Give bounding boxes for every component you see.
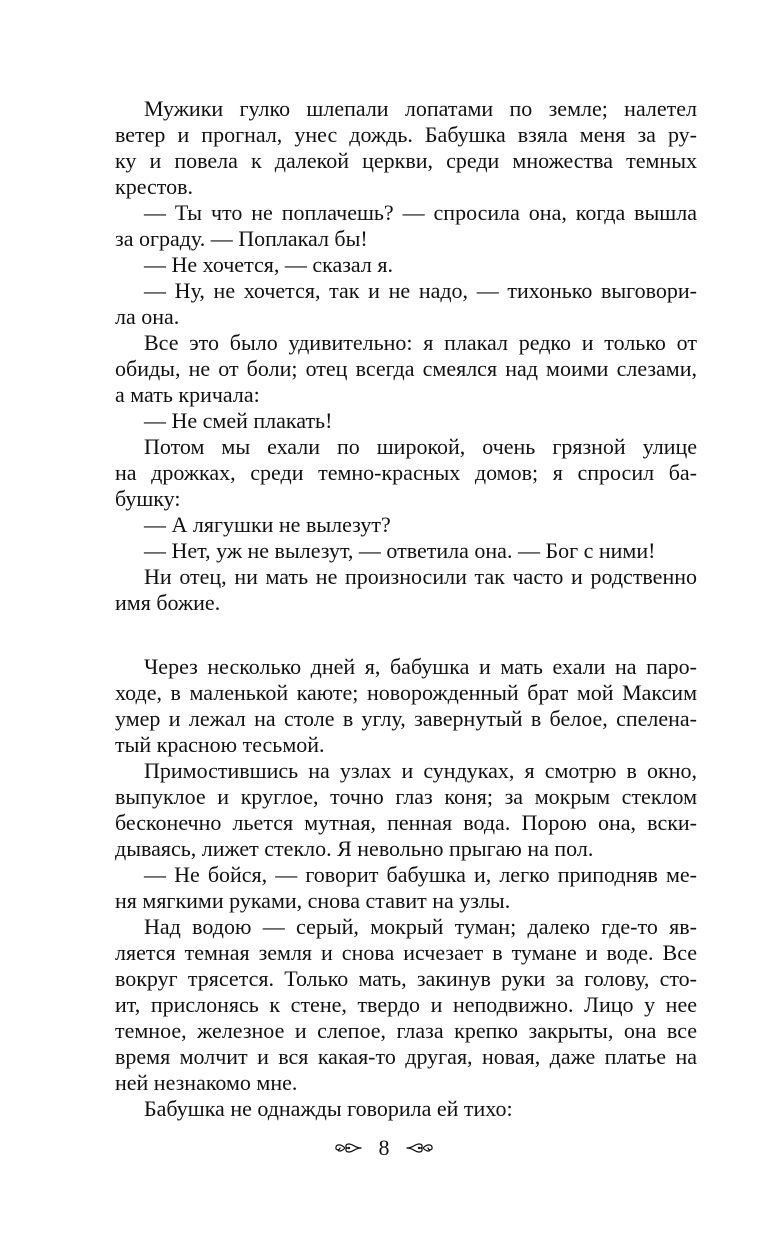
paragraph [115,512,697,538]
text-line: Ни отец, ни мать не произносили так часто и родственно [144,564,697,589]
text-line: — Не хочется, — сказал я. [144,252,393,277]
text-line: время молчит и вся какая-то другая, новая, даже платье на [115,1044,697,1069]
text-line: — Не бойся, — говорит бабушка и, легко приподняв ме- [144,862,697,887]
text-line: ня мягкими руками, снова ставит на узлы. [115,888,511,913]
text-line: — А лягушки не вылезут? [144,512,391,537]
text-line: — Нет, уж не вылезут, — ответила она. — Бог с ними! [144,538,656,563]
section-break [115,616,697,654]
paragraph [115,914,697,1096]
book-page-text [115,96,697,1122]
text-line: бушку: [115,486,181,511]
text-line: умер и лежал на столе в углу, завернутый в белое, спелена- [115,706,697,731]
text-line: ку и повела к далекой церкви, среди множества темных [115,148,697,173]
text-line: — Не смей плакать! [144,408,333,433]
paragraph [115,278,697,330]
text-line: на дрожках, среди темно-красных домов; я спросил ба- [115,460,697,485]
text-line: ходе, в маленькой каюте; новорожденный брат мой Максим [115,680,697,705]
text-line: ветер и прогнал, унес дождь. Бабушка взяла меня за ру- [115,122,697,147]
text-line: Бабушка не однажды говорила ей тихо: [144,1096,513,1121]
paragraph [115,538,697,564]
text-line: выпуклое и круглое, точно глаз коня; за мокрым стеклом [115,784,697,809]
text-line: Над водою — серый, мокрый туман; далеко где-то яв- [144,914,697,939]
paragraph [115,434,697,512]
text-line: вокруг трясется. Только мать, закинув руки за голову, сто- [115,966,697,991]
text-line: ней незнакомо мне. [115,1070,298,1095]
paragraph [115,564,697,616]
text-line: крестов. [115,174,193,199]
text-line: обиды, не от боли; отец всегда смеялся над моими слезами, [115,356,697,381]
text-line: бесконечно льется мутная, пенная вода. Порою она, вски- [115,810,697,835]
paragraph [115,330,697,408]
flourish-left-icon [333,1135,363,1161]
page-number: 8 [378,1134,390,1160]
text-line: Все это было удивительно: я плакал редко и только от [144,330,697,355]
paragraph [115,200,697,252]
text-line: ла она. [115,304,180,329]
paragraph [115,758,697,862]
text-line: ит, прислонясь к стене, твердо и неподвижно. Лицо у нее [115,992,697,1017]
text-line: — Ты что не поплачешь? — спросила она, когда вышла [144,200,697,225]
text-line: Примостившись на узлах и сундуках, я смотрю в окно, [144,758,697,783]
text-line: темное, железное и слепое, глаза крепко закрыты, она все [115,1018,697,1043]
text-line: Мужики гулко шлепали лопатами по земле; налетел [144,96,697,121]
paragraph [115,1096,697,1122]
text-line: Потом мы ехали по широкой, очень грязной улице [144,434,697,459]
text-line: тый красною тесьмой. [115,732,325,757]
paragraph [115,862,697,914]
text-line: а мать кричала: [115,382,260,407]
text-line: ляется темная земля и снова исчезает в тумане и воде. Все [115,940,697,965]
text-line: имя божие. [115,590,221,615]
text-line: — Ну, не хочется, так и не надо, — тихонько выговори- [144,278,697,303]
text-line: Через несколько дней я, бабушка и мать ехали на паро- [144,654,697,679]
paragraph [115,252,697,278]
text-line: за ограду. — Поплакал бы! [115,226,368,251]
paragraph [115,654,697,758]
flourish-right-icon [405,1135,435,1161]
text-line: дываясь, лижет стекло. Я невольно прыгаю на пол. [115,836,594,861]
paragraph [115,408,697,434]
page-footer [0,1133,768,1161]
paragraph [115,96,697,200]
